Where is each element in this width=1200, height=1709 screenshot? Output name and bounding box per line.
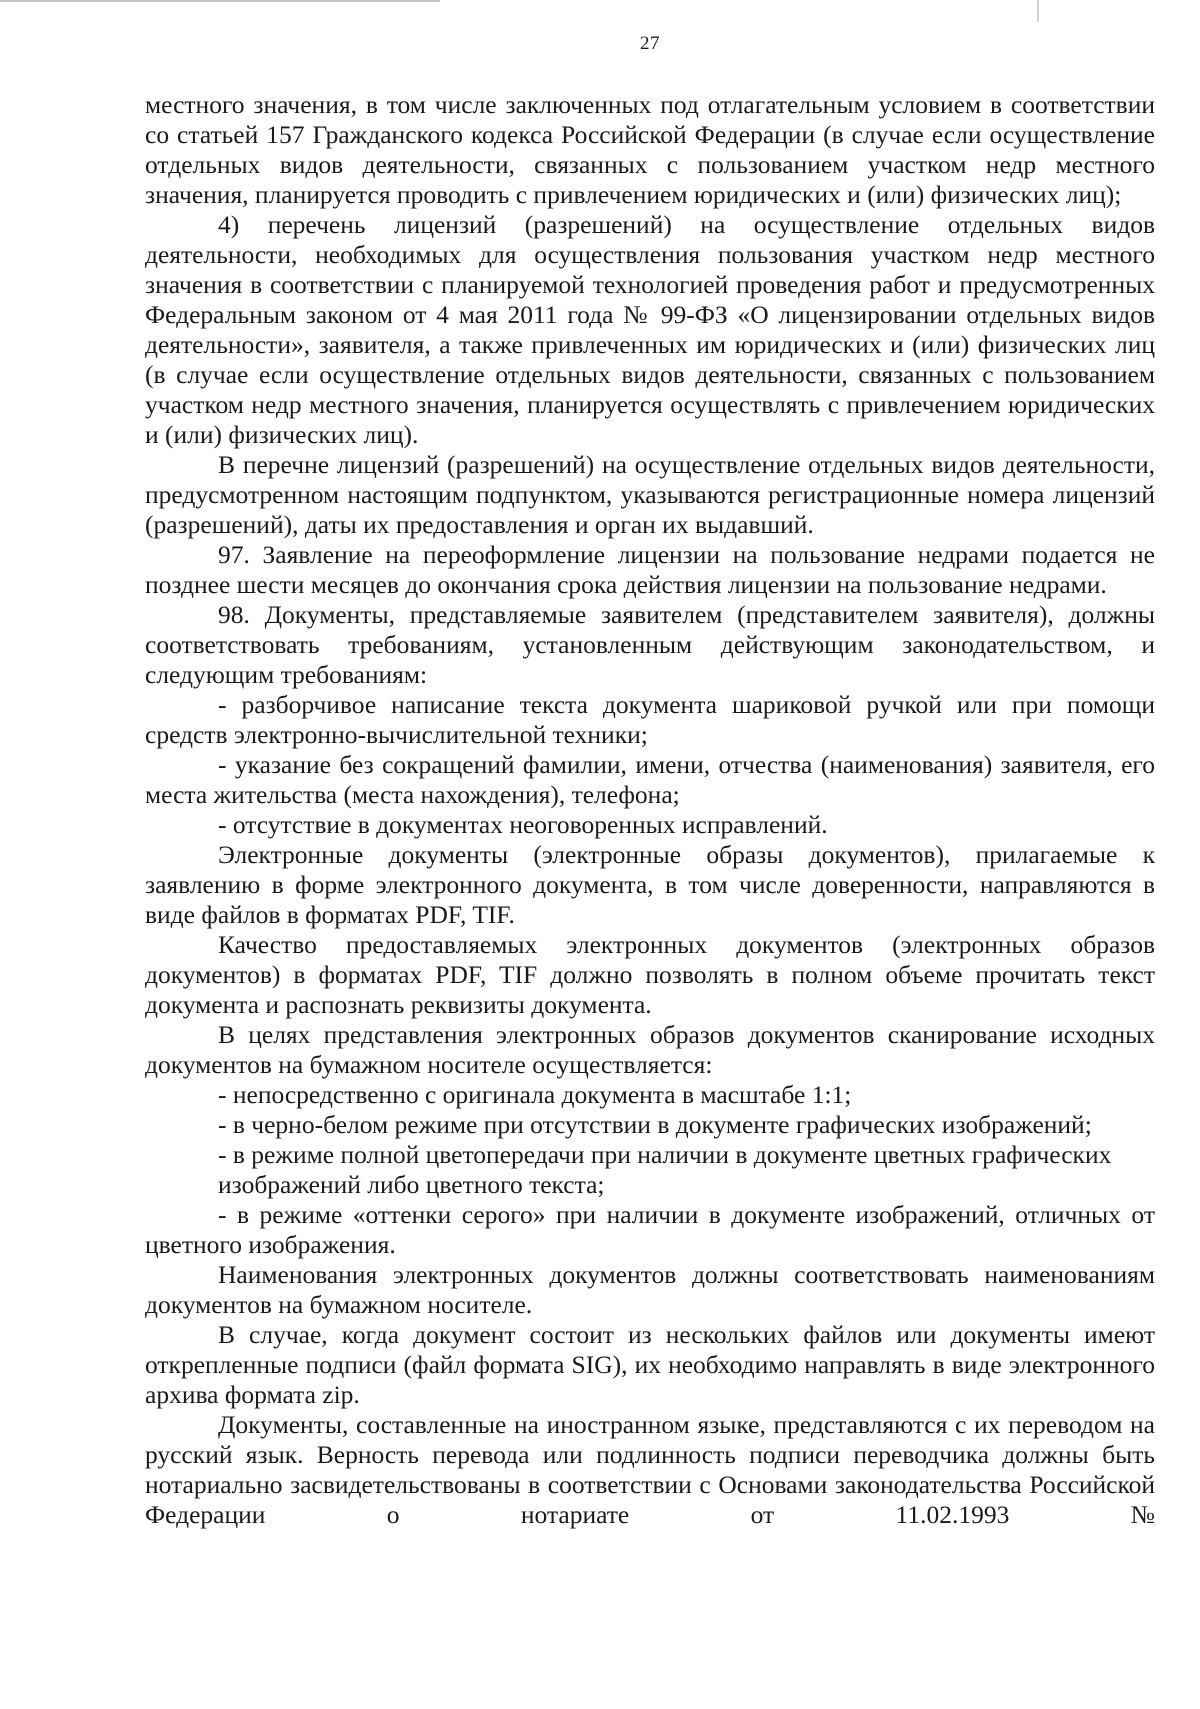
paragraph-zip-archive: В случае, когда документ состоит из нескольких файлов или документы имеют открепленные подписи (файл формата SIG), их необходимо направлять в виде электронного архива формата zip. [145,1320,1155,1409]
scan-border-top [0,0,440,2]
scan-item-original: - непосредственно с оригинала документа в масштабе 1:1; [218,1080,852,1109]
paragraph-98: 98. Документы, представляемые заявителем (представителем заявителя), должны соответствовать требованиям, установленным действующим законодательством, и следующим требованиям: [145,600,1155,689]
scan-item-grayscale: - в режиме «оттенки серого» при наличии в документе изображений, отличных от цветного изображения. [145,1200,1155,1259]
paragraph-scanning: В целях представления электронных образов документов сканирование исходных документов на бумажном носителе осуществляется: [145,1020,1155,1079]
paragraph-item-4: 4) перечень лицензий (разрешений) на осуществление отдельных видов деятельности, необходимых для осуществления пользования участком недр местного значения в соответствии с планируемой технологией проведения работ и предусмотренных Федеральным законом от 4 мая 2011 года № 99-ФЗ «О лицензировании отдельных видов деятельности», заявителя, а также привлеченных им юридических и (или) физических лиц (в случае если осуществление отдельных видов деятельности, связанных с пользованием участком недр местного значения, планируется осуществлять с привлечением юридических и (или) физических лиц). [145,210,1155,449]
list-item-no-corrections: - отсутствие в документах неоговоренных исправлений. [218,810,828,839]
list-item-legible-writing: - разборчивое написание текста документа шариковой ручкой или при помощи средств электронно-вычислительной техники; [145,690,1155,749]
scan-item-full-color: - в режиме полной цветопередачи при наличии в документе цветных графических изображений либо цветного текста; [218,1140,1112,1199]
scan-item-black-white: - в черно-белом режиме при отсутствии в документе графических изображений; [218,1110,1092,1139]
page-number: 27 [640,33,660,54]
document-body [145,90,1155,1530]
paragraph-license-list: В перечне лицензий (разрешений) на осуществление отдельных видов деятельности, предусмотренном настоящим подпунктом, указываются регистрационные номера лицензий (разрешений), даты их предоставления и орган их выдавший. [145,450,1155,539]
paragraph-foreign-language: Документы, составленные на иностранном языке, представляются с их переводом на русский язык. Верность перевода или подлинность подписи переводчика должны быть нотариально засвидетельствованы в соответствии с Основами законодательства Российской Федерации о нотариате от 11.02.1993 № [145,1410,1155,1529]
paragraph-quality: Качество предоставляемых электронных документов (электронных образов документов) в форматах PDF, TIF должно позволять в полном объеме прочитать текст документа и распознать реквизиты документа. [145,930,1155,1019]
scan-mark-right [1037,0,1039,22]
paragraph-electronic-docs: Электронные документы (электронные образы документов), прилагаемые к заявлению в форме электронного документа, в том числе доверенности, направляются в виде файлов в форматах PDF, TIF. [145,840,1155,929]
paragraph-continuation: местного значения, в том числе заключенных под отлагательным условием в соответствии со статьей 157 Гражданского кодекса Российской Федерации (в случае если осуществление отдельных видов деятельности, связанных с пользованием участком недр местного значения, планируется проводить с привлечением юридических и (или) физических лиц); [145,90,1155,209]
paragraph-97: 97. Заявление на переоформление лицензии на пользование недрами подается не позднее шести месяцев до окончания срока действия лицензии на пользование недрами. [145,540,1155,599]
list-item-full-name: - указание без сокращений фамилии, имени, отчества (наименования) заявителя, его места жительства (места нахождения), телефона; [145,750,1155,809]
paragraph-names: Наименования электронных документов должны соответствовать наименованиям документов на бумажном носителе. [145,1260,1155,1319]
